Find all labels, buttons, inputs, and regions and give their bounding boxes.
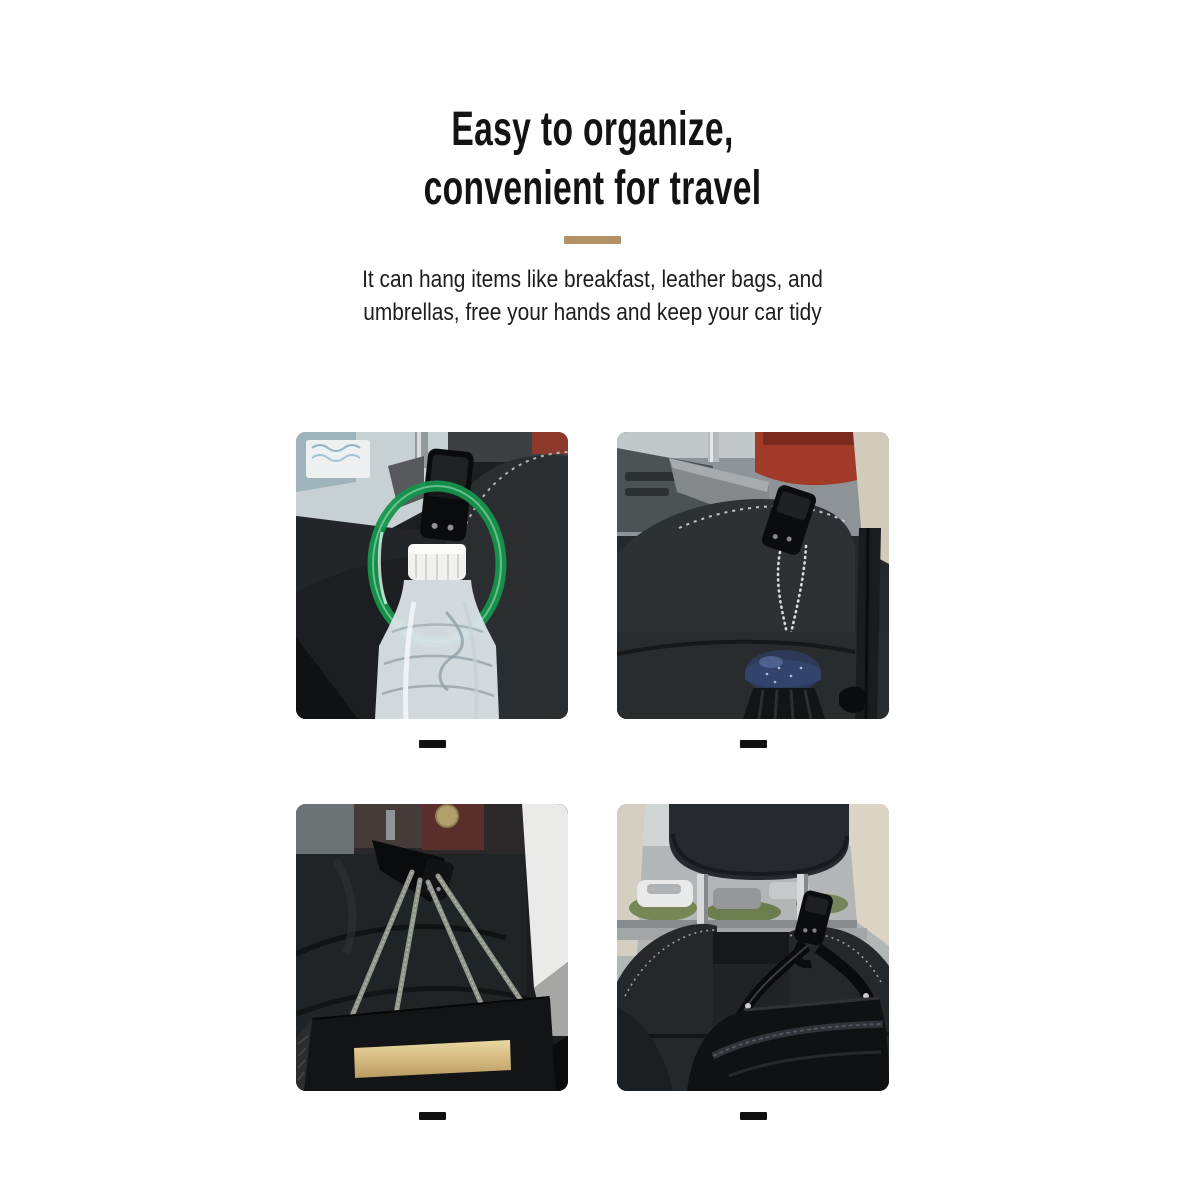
marker-row <box>296 719 568 804</box>
water-bottle-illustration <box>296 432 568 719</box>
marker-row <box>296 1091 568 1176</box>
marker-row <box>617 719 889 804</box>
photo-card-gift-bag <box>296 804 568 1176</box>
page-title-line-2: convenient for travel <box>423 162 762 215</box>
header-section <box>0 0 1185 329</box>
subtitle-line-2: umbrellas, free your hands and keep your car tidy <box>363 299 822 326</box>
photo-card-leather-bag <box>617 804 889 1176</box>
umbrella-photo <box>617 432 889 719</box>
photo-card-bottle <box>296 432 568 804</box>
subtitle <box>0 263 1185 329</box>
photo-card-umbrella <box>617 432 889 804</box>
dash-marker <box>419 740 446 748</box>
dash-marker <box>740 1112 767 1120</box>
dash-marker <box>740 740 767 748</box>
water-bottle-photo <box>296 432 568 719</box>
marker-row <box>617 1091 889 1176</box>
gold-divider <box>564 236 621 244</box>
umbrella-illustration <box>617 432 889 719</box>
gift-bag-illustration <box>296 804 568 1091</box>
leather-bag-illustration <box>617 804 889 1091</box>
subtitle-line-1: It can hang items like breakfast, leather bags, and <box>362 266 823 293</box>
page-title-line-1: Easy to organize, <box>451 103 734 156</box>
photo-grid <box>0 432 1185 1176</box>
page-title <box>0 100 1185 218</box>
gift-bag-photo <box>296 804 568 1091</box>
dash-marker <box>419 1112 446 1120</box>
leather-bag-photo <box>617 804 889 1091</box>
